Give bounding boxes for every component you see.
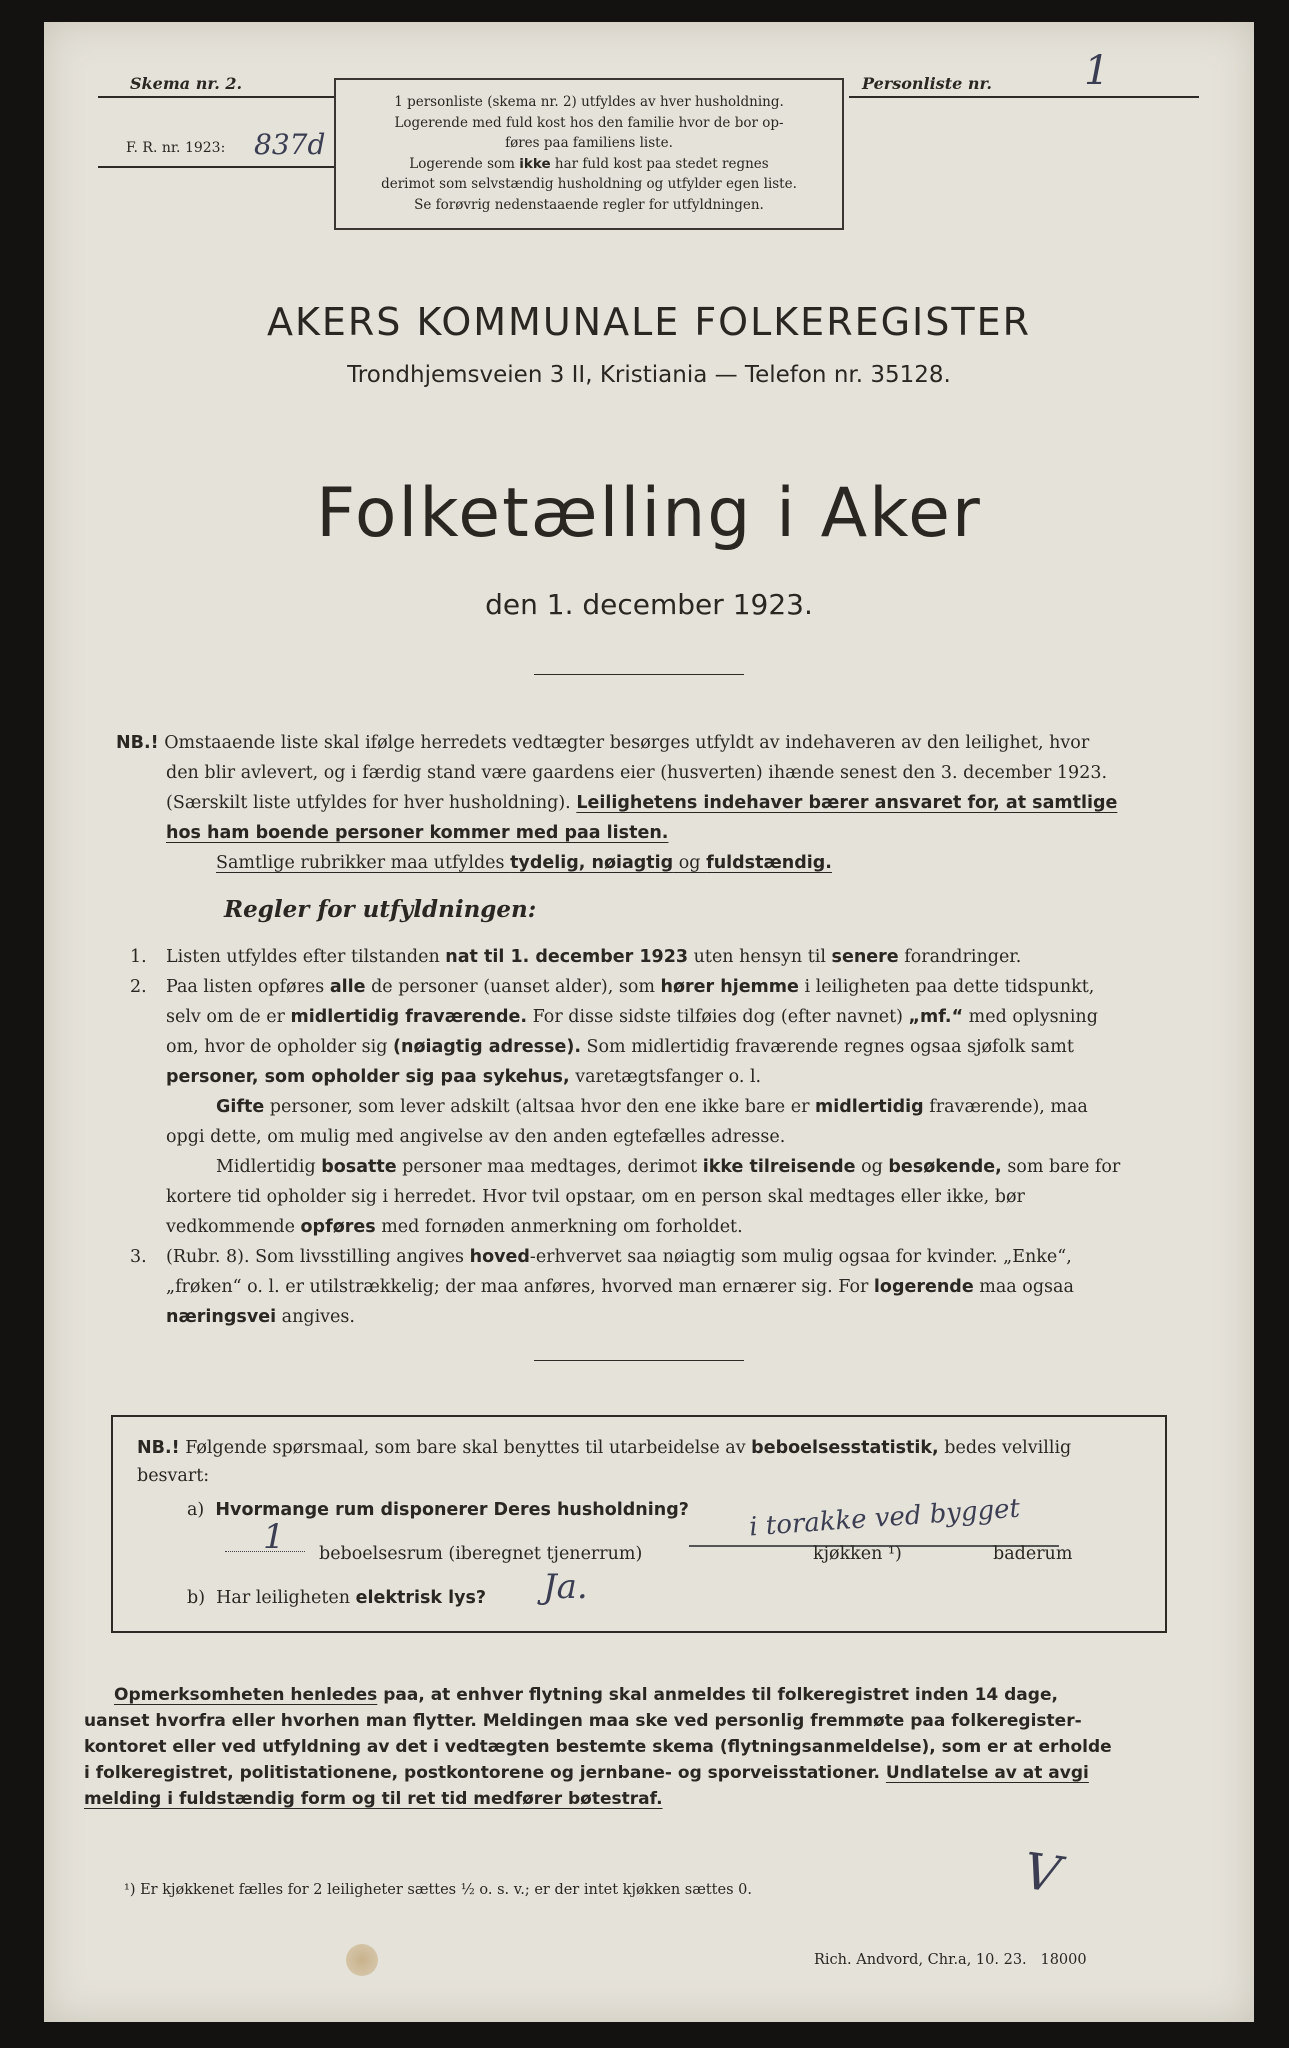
address-line: Trondhjemsveien 3 II, Kristiania — Telefon nr. 35128. [347,362,951,388]
kitchen-label: kjøkken ¹) [813,1544,902,1564]
rooms-label: beboelsesrum (iberegnet tjenerrum) [319,1544,643,1564]
question-b: b) Har leiligheten elektrisk lys? [187,1588,487,1608]
notice-line-3: føres paa familiens liste. [505,135,673,151]
footnote: ¹) Er kjøkkenet fælles for 2 leiligheter sættes ½ o. s. v.; er der intet kjøkken sættes 0. [124,1882,752,1898]
nb-label: NB.! [116,733,159,753]
header-rule-left [98,96,334,98]
notice-line-4: Logerende som ikke har fuld kost paa stedet regnes [409,155,769,172]
nb-notice: NB.! Omstaaende liste skal ifølge herredets vedtægter besørges utfyldt av indehaveren av den leilighet, hvor den blir avlevert, og i færdig stand være gaardens eier (husverten) ihænde senest den 3. december 1923. (Særskilt liste utfyldes for hver husholdning). Leilighetens indehaver bærer ansvaret for, at samtlige hos ham boende personer kommer med paa listen. Samtlige rubrikker maa utfyldes tydelig, nøiagtig og fuldstændig. [116,733,1118,873]
printer-line: Rich. Andvord, Chr.a, 10. 23. 18000 [814,1952,1087,1968]
main-title: Folketælling i Aker [316,474,982,553]
skema-label: Skema nr. 2. [130,74,243,93]
personliste-label: Personliste nr. [862,74,992,93]
notice-line-2: Logerende med fuld kost hos den familie hvor de bor op- [394,114,784,131]
check-mark: V [1020,1841,1064,1905]
rooms-answer: 1 [263,1517,285,1557]
notice-box [334,78,844,230]
moving-notice: Opmerksomheten henledes paa, at enhver flytning skal anmeldes til folkeregistret inden 14 dage, uanset hvorfra eller hvorhen man flytter. Meldingen maa ske ved personlig fremmøte paa folkeregister- kontoret eller ved utfyldning av det i vedtægten bestemte skema (flytningsanmeldelse), som er at erholde i folkeregistret, politistationene, postkontorene og jernbane- og sporveisstationer. Undlatelse av at avgi melding i fuldstændig form og til ret tid medfører bøtestraf. [84,1685,1112,1809]
rules-title: Regler for utfyldningen: [224,896,537,923]
bath-label: baderum [993,1544,1073,1564]
kitchen-note: i torakke ved bygget [748,1493,1021,1543]
question-a: a) Hvormange rum disponerer Deres husholdning? [187,1500,689,1520]
header-rule-right [849,96,1199,98]
personliste-value: 1 [1084,48,1110,94]
org-title: AKERS KOMMUNALE FOLKEREGISTER [266,300,1032,344]
date-title: den 1. december 1923. [485,588,813,621]
rules-divider [534,1360,744,1361]
electric-answer: Ja. [543,1567,588,1607]
fr-label: F. R. nr. 1923: [126,140,226,156]
fr-value: 837d [254,128,326,161]
housing-questions-box [111,1415,1167,1633]
title-divider [534,674,744,675]
notice-line-1: 1 personliste (skema nr. 2) utfyldes av hver husholdning. [394,94,784,110]
notice-line-6: Se forøvrig nedenstaaende regler for utfyldningen. [414,196,764,213]
housing-intro-2: besvart: [137,1466,210,1486]
notice-line-5: derimot som selvstændig husholdning og utfylder egen liste. [381,176,797,192]
housing-intro: NB.! Følgende spørsmaal, som bare skal benyttes til utarbeidelse av beboelsesstatistik, bedes velvillig [137,1438,1072,1458]
fr-rule [98,166,334,168]
paper-stain [346,1944,378,1976]
census-form [44,22,1254,2022]
rules-list: 1. Listen utfyldes efter tilstanden nat til 1. december 1923 uten hensyn til senere forandringer. 2. Paa listen opføres alle de personer (uanset alder), som hører hjemme i leiligheten paa dette tidspunkt, selv om de er midlertidig fraværende. For disse sidste tilføies dog (efter navnet) „mf.“ med oplysning om, hvor de opholder sig (nøiagtig adresse). Som midlertidig fraværende regnes ogsaa sjøfolk samt personer, som opholder sig paa sykehus, varetægtsfanger o. l. Gifte personer, som lever adskilt (altsaa hvor den ene ikke bare er midlertidig fraværende), maa opgi dette, om mulig med angivelse av den anden egtefælles adresse. Midlertidig bosatte personer maa medtages, derimot ikke tilreisende og besøkende, som bare for kortere tid opholder sig i herredet. Hvor tvil opstaar, om en person skal medtages eller ikke, bør vedkommende opføres med fornøden anmerkning om forholdet. 3. (Rubr. 8). Som livsstilling angives hoved-erhvervet saa nøiagtig som mulig ogsaa for kvinder. „Enke“, „frøken“ o. l. er utilstrækkelig; der maa anføres, hvorved man ernærer sig. For logerende maa ogsaa næringsvei angives. [130,947,1121,1327]
